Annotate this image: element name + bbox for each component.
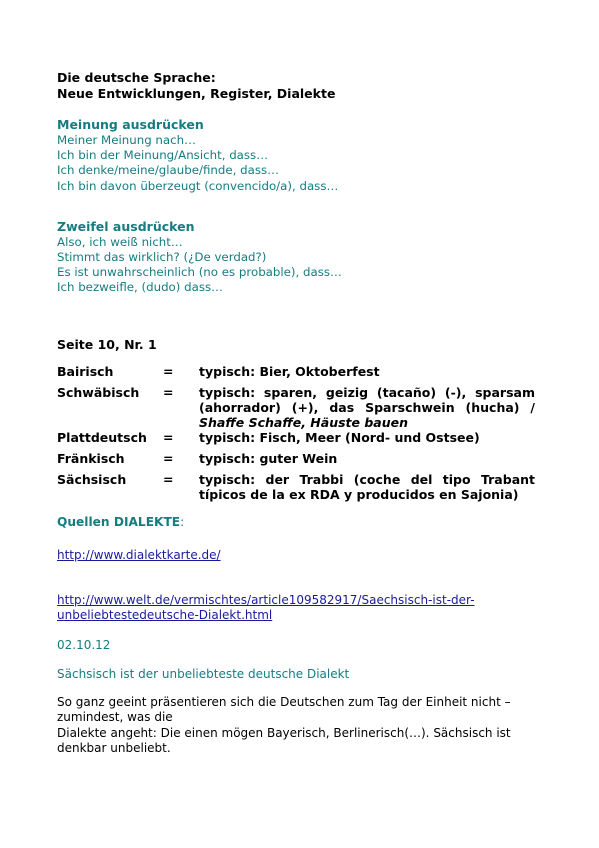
dialect-table — [57, 364, 535, 502]
page-reference: Seite 10, Nr. 1 — [57, 336, 157, 352]
dialect-description: typisch: Fisch, Meer (Nord- und Ostsee) — [199, 429, 480, 445]
article-paragraph-line: Dialekte angeht: Die einen mögen Bayerisch, Berlinerisch(…). Sächsisch ist denkbar unbeliebt. — [57, 725, 511, 756]
dialect-description: typisch: Bier, Oktoberfest — [199, 363, 380, 379]
equals-sign: = — [163, 471, 174, 487]
meinung-line: Ich bin davon überzeugt (convencido/a), dass… — [57, 178, 339, 193]
table-row — [57, 430, 535, 451]
zweifel-line: Ich bezweifle, (dudo) dass… — [57, 280, 223, 295]
equals-sign: = — [163, 429, 174, 445]
article-date: 02.10.12 — [57, 637, 111, 652]
dialect-description: typisch: guter Wein — [199, 450, 338, 466]
meinung-line: Ich bin der Meinung/Ansicht, dass… — [57, 148, 269, 163]
zweifel-line: Also, ich weiß nicht… — [57, 234, 183, 249]
equals-sign: = — [163, 384, 174, 400]
meinung-heading: Meinung ausdrücken — [57, 117, 204, 132]
zweifel-line: Stimmt das wirklich? (¿De verdad?) — [57, 250, 267, 265]
section-zweifel — [57, 218, 537, 296]
zweifel-heading: Zweifel ausdrücken — [57, 218, 195, 234]
dialect-description: typisch: sparen, geizig (tacaño) (-), sparsam (ahorrador) (+), das Sparschwein (hucha) / Shaffe Schaffe, Häuste bauen — [199, 384, 535, 430]
dialect-name: Sächsisch — [57, 471, 127, 487]
table-row — [57, 364, 535, 385]
dialektkarte-link[interactable]: http://www.dialektkarte.de/ — [57, 547, 221, 562]
section-meinung — [57, 116, 537, 194]
dialect-name: Bairisch — [57, 363, 114, 379]
meinung-line: Meiner Meinung nach… — [57, 133, 196, 147]
table-row — [57, 472, 535, 502]
document-page — [57, 70, 537, 757]
title-line-2: Neue Entwicklungen, Register, Dialekte — [57, 86, 336, 101]
meinung-line: Ich denke/meine/glaube/finde, dass… — [57, 163, 279, 178]
article-paragraph — [57, 695, 537, 757]
dialect-name: Schwäbisch — [57, 384, 140, 400]
zweifel-line: Es ist unwahrscheinlich (no es probable), dass… — [57, 265, 342, 280]
title-line-1: Die deutsche Sprache: — [57, 70, 216, 85]
dialect-description: typisch: der Trabbi (coche del tipo Trabant típicos de la ex RDA y producidos en Sajonia) — [199, 471, 535, 502]
equals-sign: = — [163, 363, 174, 379]
welt-article-link[interactable]: http://www.welt.de/vermischtes/article109582917/Saechsisch-ist-der-unbeliebtestedeutsche-Dialekt.html — [57, 592, 475, 622]
dialect-name: Plattdeutsch — [57, 429, 147, 445]
document-title — [57, 70, 537, 102]
table-row — [57, 451, 535, 472]
equals-sign: = — [163, 450, 174, 466]
table-row — [57, 385, 535, 430]
article-paragraph-line: So ganz geeint präsentieren sich die Deutschen zum Tag der Einheit nicht – zumindest, was die — [57, 694, 511, 725]
sources-heading: Quellen DIALEKTE: — [57, 514, 185, 529]
dialect-name: Fränkisch — [57, 450, 125, 466]
dialect-saying: Shaffe Schaffe, Häuste bauen — [199, 414, 409, 430]
article-headline: Sächsisch ist der unbeliebteste deutsche Dialekt — [57, 666, 350, 681]
